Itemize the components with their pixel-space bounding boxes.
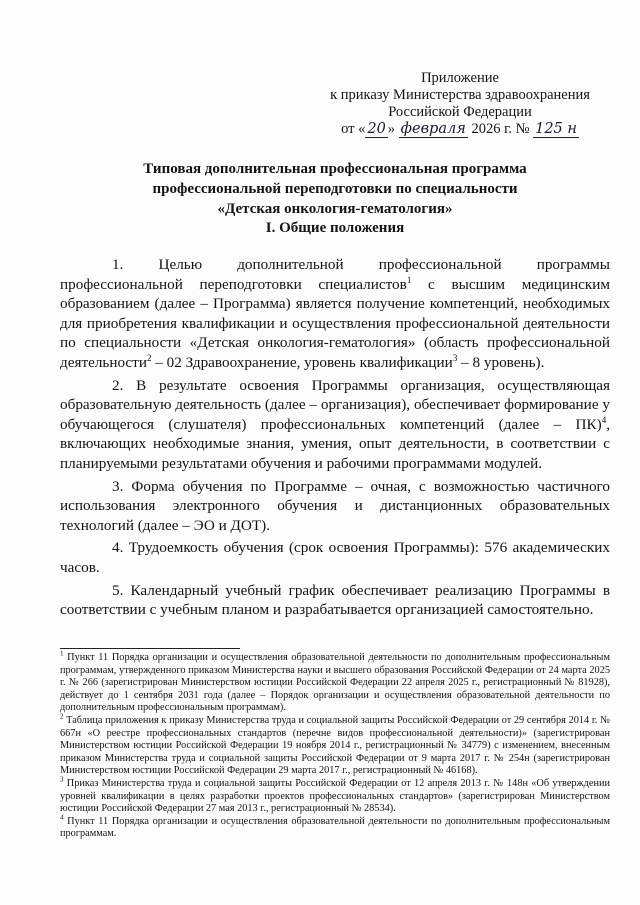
footnote-ref-2: 2 — [146, 352, 152, 363]
section-heading: I. Общие положения — [265, 220, 405, 236]
paragraph-2 — [60, 376, 610, 474]
paragraph-1-part-a: 1. Целью дополнительной профессиональной программы профессиональной переподготовки специалистов — [60, 256, 610, 293]
appendix-order-date — [300, 121, 620, 138]
paragraph-2-part-a: 2. В результате освоения Программы организация, осуществляющая образовательную деятельность (далее – организация), обеспечивает формирование у обучающегося (слушателя) профессиональных компетенций (далее – ПК) — [60, 376, 610, 433]
document-title — [60, 159, 610, 219]
paragraph-1-part-c: – 02 Здравоохранение, уровень квалификации — [151, 353, 453, 371]
footnote-ref-3: 3 — [452, 352, 458, 363]
footnote-ref-1: 1 — [406, 274, 412, 285]
paragraph-3: 3. Форма обучения по Программе – очная, с возможностью частичного использования электронного обучения и дистанционных образовательных технологий (далее – ЭО и ДОТ). — [60, 477, 610, 534]
footnotes — [60, 649, 610, 841]
paragraph-5: 5. Календарный учебный график обеспечивает реализацию Программы в соответствии с учебным планом и разрабатывается организацией самостоятельно. — [60, 581, 610, 619]
footnote-2-mark: 2 — [60, 712, 64, 721]
paragraph-1-part-d: – 8 уровень). — [457, 353, 545, 371]
footnote-ref-4: 4 — [601, 414, 607, 425]
title-line-2: профессиональной переподготовки по специальности — [152, 181, 518, 197]
footnote-1-text: Пункт 11 Порядка организации и осуществления образовательной деятельности по дополнительным профессиональным программам, утвержденного приказом Министерства науки и высшего образования Российской Федерации от 24 марта 2025 г. № 266 (зарегистрирован Министерством юстиции Российской Федерации 22 апреля 2025 г., регистрационный № 81928), действует до 1 сентября 2031 года (далее – Порядок организации и осуществления образовательной деятельности по дополнительным профессиональным программам). — [60, 652, 610, 714]
order-day-handwritten: 20 — [367, 121, 386, 137]
order-month-handwritten: февраля — [400, 121, 466, 137]
footnote-1-mark: 1 — [60, 649, 64, 658]
paragraph-1-part-b: с высшим медицинским образованием (далее – Программа) является получение компетенций, необходимых для приобретения квалификации и осуществления профессиональной деятельности по специальности «Детская онкология-гематология» (область профессиональной деятельности — [60, 275, 611, 371]
footnote-1 — [60, 649, 610, 715]
footnote-3-text: Приказ Министерства труда и социальной защиты Российской Федерации от 12 апреля 2013 г. № 148н «Об утверждении уровней квалификации в целях разработки проектов профессиональных стандартов» (зарегистрирован Министерством юстиции Российской Федерации 27 мая 2013 г., регистрационный № 28534). — [60, 777, 610, 815]
title-line-1: Типовая дополнительная профессиональная программа — [143, 161, 527, 177]
order-number-handwritten: 125 н — [535, 121, 577, 137]
footnote-divider — [60, 648, 240, 649]
footnote-2-text: Таблица приложения к приказу Министерства труда и социальной защиты Российской Федерации от 29 сентября 2014 г. № 667н «О реестре профессиональных стандартов (перечне видов профессиональной деятельности)» (зарегистрирован Министерством юстиции Российской Федерации 19 ноября 2014 г., регистрационный № 34779) с изменением, внесенным приказом Министерства труда и социальной защиты Российской Федерации от 9 марта 2017 г. № 254н (зарегистрирован Министерством юстиции Российской Федерации 29 марта 2017 г., регистрационный № 46168). — [60, 714, 610, 777]
order-year: 2026 г. № — [471, 121, 530, 137]
paragraph-1 — [60, 255, 610, 373]
appendix-order-ref: к приказу Министерства здравоохранения — [330, 87, 590, 103]
footnote-4-mark: 4 — [60, 813, 64, 822]
order-prefix: от « — [341, 121, 366, 137]
footnote-4 — [60, 813, 610, 841]
footnote-4-text: Пункт 11 Порядка организации и осуществления образовательной деятельности по дополнительным профессиональным программам. — [60, 815, 610, 840]
footnote-3 — [60, 775, 610, 816]
title-line-3: «Детская онкология-гематология» — [217, 201, 453, 217]
appendix-label: Приложение — [421, 70, 499, 86]
paragraph-4: 4. Трудоемкость обучения (срок освоения Программы): 576 академических часов. — [60, 539, 610, 576]
footnote-2 — [60, 712, 610, 778]
order-mid: » — [387, 121, 396, 137]
appendix-country: Российской Федерации — [388, 104, 532, 120]
body-text — [60, 255, 610, 623]
appendix-header — [300, 70, 620, 138]
paragraph-2-part-b: , включающих необходимые знания, умения, опыт деятельности, в соответствии с планируемыми результатами обучения и рабочими программами модулей. — [60, 415, 610, 472]
footnote-3-mark: 3 — [60, 775, 64, 784]
